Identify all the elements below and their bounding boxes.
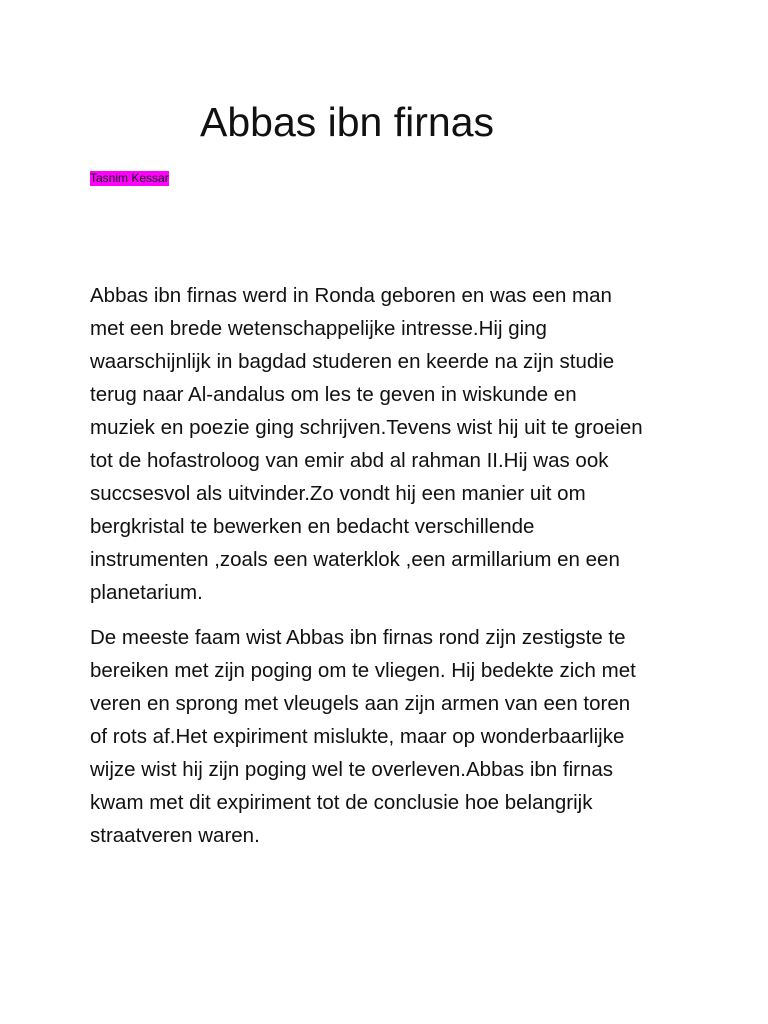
- text-line: bergkristal te bewerken en bedacht verschillende: [90, 515, 535, 538]
- author-name-highlighted: Tasnim Kessar: [90, 171, 169, 185]
- text-line: straatveren waren.: [90, 824, 260, 847]
- text-line: Abbas ibn firnas werd in Ronda geboren en was een man: [90, 284, 612, 307]
- document-title: Abbas ibn firnas: [200, 99, 495, 145]
- text-line: planetarium.: [90, 581, 203, 604]
- paragraph: [90, 621, 690, 852]
- text-line: instrumenten ,zoals een waterklok ,een armillarium en een: [90, 548, 620, 571]
- text-line: succsesvol als uitvinder.Zo vondt hij een manier uit om: [90, 482, 586, 505]
- text-line: kwam met dit expiriment tot de conclusie hoe belangrijk: [90, 791, 593, 814]
- text-line: De meeste faam wist Abbas ibn firnas rond zijn zestigste te: [90, 626, 626, 649]
- text-line: of rots af.Het expiriment mislukte, maar op wonderbaarlijke: [90, 725, 625, 748]
- text-line: tot de hofastroloog van emir abd al rahman II.Hij was ook: [90, 449, 609, 472]
- document-body: [90, 279, 690, 852]
- paragraph: [90, 279, 690, 609]
- text-line: wijze wist hij zijn poging wel te overleven.Abbas ibn firnas: [90, 758, 614, 781]
- text-line: muziek en poezie ging schrijven.Tevens wist hij uit te groeien: [90, 416, 643, 439]
- text-line: veren en sprong met vleugels aan zijn armen van een toren: [90, 692, 631, 715]
- text-line: terug naar Al-andalus om les te geven in wiskunde en: [90, 383, 577, 406]
- text-line: waarschijnlijk in bagdad studeren en keerde na zijn studie: [90, 350, 615, 373]
- text-line: met een brede wetenschappelijke intresse.Hij ging: [90, 317, 547, 340]
- text-line: bereiken met zijn poging om te vliegen. Hij bedekte zich met: [90, 659, 636, 682]
